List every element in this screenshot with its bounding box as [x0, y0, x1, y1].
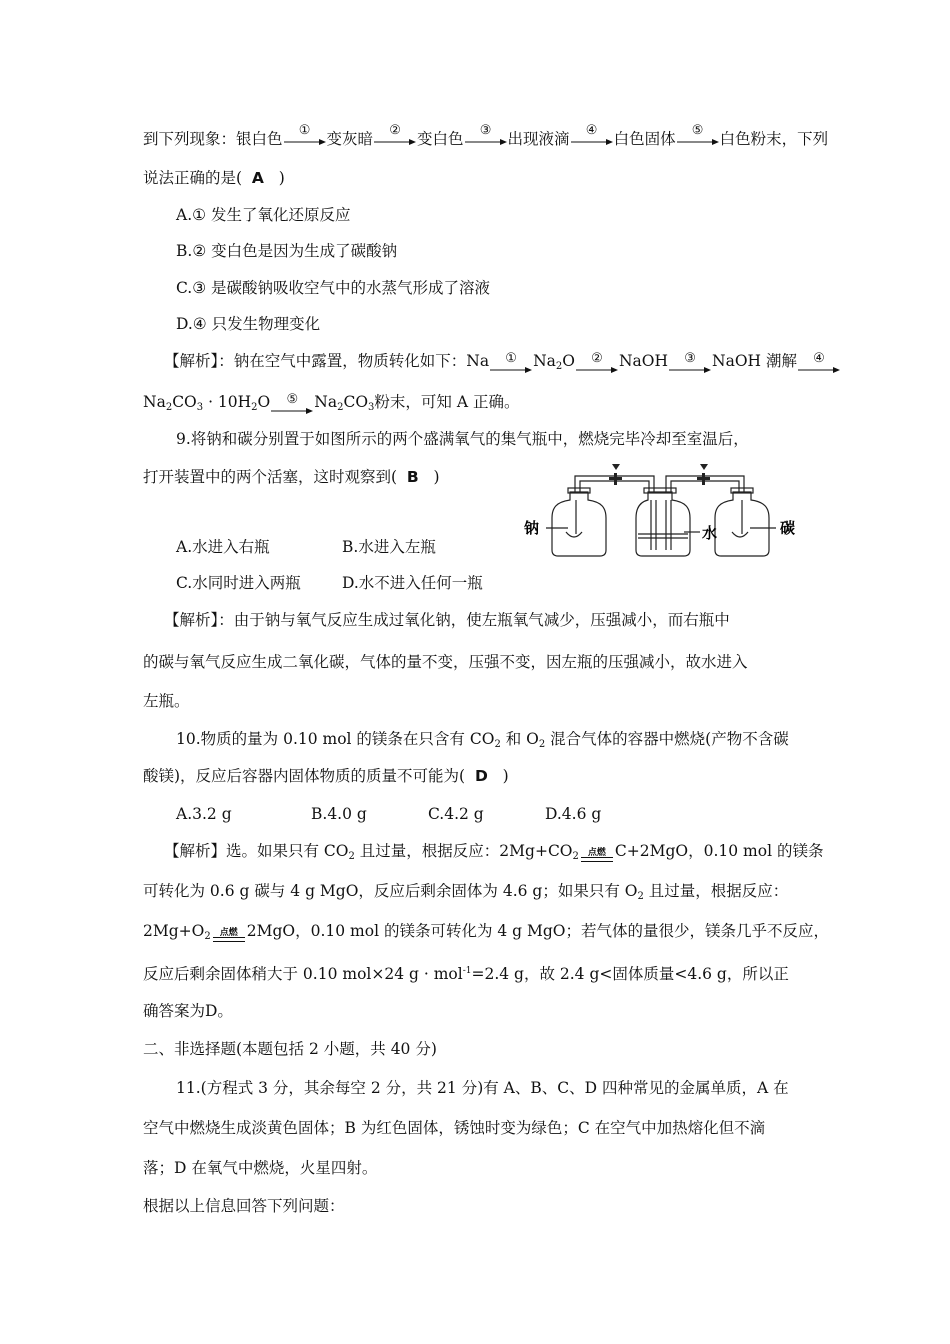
figure-label-water: 水 — [702, 524, 718, 542]
q9-stem-line1: 9.将钠和碳分别置于如图所示的两个盛满氧气的集气瓶中，燃烧完毕冷却至室温后， — [176, 430, 749, 448]
gas-bottle-apparatus-figure — [518, 462, 802, 562]
q8-analysis-line2 — [143, 391, 519, 419]
formula: · 10H — [203, 393, 252, 411]
q10-option-b: B.4.0 g — [311, 805, 367, 823]
q9-option-b: B.水进入左瓶 — [342, 538, 436, 556]
right-valve-handle-icon — [700, 464, 708, 470]
q10-stem-text: 和 O — [500, 730, 539, 748]
ignition-condition-sign — [211, 926, 247, 948]
q9-stem-close: ) — [433, 468, 440, 486]
formula: Na — [466, 352, 490, 370]
arrow-label: ① — [505, 351, 517, 366]
arrow-label: ④ — [813, 351, 825, 366]
formula: O — [257, 393, 271, 411]
reaction-arrow — [489, 351, 533, 378]
q8-step-text: 变灰暗 — [326, 130, 374, 148]
reaction-arrow — [797, 351, 841, 378]
arrow-label: ⑤ — [691, 123, 704, 138]
subscript: 2 — [572, 851, 579, 862]
q10-option-c: C.4.2 g — [428, 805, 484, 823]
right-stopcock-icon — [697, 477, 710, 480]
analysis-text: 2Mg+O — [143, 922, 205, 940]
right-combustion-spoon — [732, 532, 748, 537]
q10-stem-line1 — [176, 728, 789, 756]
figure-label-carbon: 碳 — [780, 519, 796, 537]
left-combustion-spoon — [566, 532, 582, 537]
formula: Na — [314, 393, 338, 411]
reaction-arrow — [464, 123, 508, 150]
analysis-text: 反应后剩余固体稍大于 0.10 mol×24 g · mol — [143, 965, 463, 983]
q8-option-a: A.① 发生了氧化还原反应 — [176, 206, 351, 224]
formula: Na — [143, 393, 166, 411]
subscript: 2 — [637, 891, 644, 902]
equals-bars — [213, 937, 245, 942]
q10-stem-text: 混合气体的容器中燃烧(产物不含碳 — [545, 730, 789, 748]
q9-analysis-line3: 左瓶。 — [143, 692, 190, 710]
reaction-arrow — [676, 123, 720, 150]
q8-answer: A — [251, 169, 264, 187]
superscript: -1 — [462, 966, 472, 976]
q10-analysis-line4 — [143, 960, 789, 985]
analysis-text: 可转化为 0.6 g 碳与 4 g MgO，反应后剩余固体为 4.6 g；如果只有 O — [143, 882, 638, 900]
q10-option-d: D.4.6 g — [545, 805, 602, 823]
q9-stem-line2 — [143, 466, 440, 488]
q9-option-a: A.水进入右瓶 — [176, 538, 270, 556]
formula: NaOH 潮解 — [712, 352, 797, 370]
reaction-arrow — [373, 123, 417, 150]
q11-stem-line1: 11.(方程式 3 分，其余每空 2 分，共 21 分)有 A、B、C、D 四种常见的金属单质，A 在 — [176, 1079, 789, 1097]
subscript: 2 — [251, 402, 258, 413]
analysis-text: C+2MgO，0.10 mol 的镁条 — [614, 842, 824, 860]
analysis-text: 且过量，根据反应：2Mg+CO — [354, 842, 573, 860]
q8-option-c: C.③ 是碳酸钠吸收空气中的水蒸气形成了溶液 — [176, 279, 491, 297]
subscript: 2 — [555, 361, 563, 372]
reaction-arrow — [668, 351, 712, 378]
figure-label-sodium: 钠 — [524, 519, 540, 537]
q8-analysis-line1 — [164, 350, 841, 378]
q9-option-d: D.水不进入任何一瓶 — [342, 574, 483, 592]
subscript: 3 — [196, 402, 204, 413]
left-stopcock-icon — [609, 477, 622, 480]
subscript: 3 — [368, 402, 375, 413]
reaction-arrow — [270, 392, 314, 419]
analysis-text: =2.4 g，故 2.4 g<固体质量<4.6 g，所以正 — [471, 965, 789, 983]
left-bottle — [552, 492, 606, 556]
q8-step-text: 出现液滴 — [507, 130, 570, 148]
arrow-label: ② — [389, 123, 401, 138]
q8-step-text: 白色固体 — [613, 130, 676, 148]
q8-step-text: 变白色 — [417, 130, 464, 148]
arrow-label: ② — [591, 351, 603, 366]
q9-analysis-line1: 【解析】：由于钠与氧气反应生成过氧化钠，使左瓶氧气减少，压强减小，而右瓶中 — [164, 611, 730, 629]
formula: NaOH — [618, 352, 669, 370]
analysis-text: 且过量，根据反应： — [643, 882, 789, 900]
q9-analysis-line2: 的碳与氧气反应生成二氧化碳，气体的量不变，压强不变，因左瓶的压强减小，故水进入 — [143, 653, 748, 671]
q10-analysis-line5: 确答案为D。 — [143, 1002, 233, 1020]
q9-answer: B — [406, 468, 419, 486]
middle-bottle — [636, 492, 690, 556]
q11-prompt: 根据以上信息回答下列问题： — [143, 1197, 345, 1215]
q10-stem-close: ) — [502, 767, 509, 785]
subscript: 2 — [494, 739, 501, 750]
analysis-text: 粉末，可知 A 正确。 — [374, 393, 520, 411]
q11-stem-line2: 空气中燃烧生成淡黄色固体；B 为红色固体，锈蚀时变为绿色；C 在空气中加热熔化但不滴 — [143, 1119, 766, 1137]
middle-tube-right — [666, 500, 671, 550]
q10-stem-text: 10.物质的量为 0.10 mol 的镁条在只含有 CO — [176, 730, 495, 748]
ignition-condition-sign — [579, 846, 615, 868]
formula: Na — [533, 352, 556, 370]
q9-stem-text: 打开装置中的两个活塞，这时观察到( — [143, 468, 398, 486]
arrow-label: ③ — [684, 351, 696, 366]
q10-analysis-line3 — [143, 920, 829, 948]
equals-bars — [581, 857, 613, 862]
subscript: 2 — [538, 739, 546, 750]
q9-option-c: C.水同时进入两瓶 — [176, 574, 301, 592]
analysis-label: 【解析】：钠在空气中露置，物质转化如下： — [164, 352, 467, 370]
formula: O — [562, 352, 575, 370]
q10-stem-text: 酸镁)，反应后容器内固体物质的质量不可能为( — [143, 767, 466, 785]
q8-stem-line2 — [143, 167, 285, 189]
water-level — [638, 534, 688, 538]
q8-stem-text: 说法正确的是( — [143, 169, 243, 187]
arrow-label: ① — [298, 123, 311, 138]
q8-stem-close: ) — [278, 169, 285, 187]
q10-answer: D — [474, 767, 488, 785]
q10-analysis-line1 — [164, 840, 823, 868]
formula: CO — [343, 393, 369, 411]
q10-analysis-line2 — [143, 880, 788, 908]
subscript: 2 — [165, 402, 173, 413]
condition-label: 点燃 — [587, 848, 606, 858]
arrow-label: ③ — [479, 123, 492, 138]
reaction-arrow — [570, 123, 614, 150]
subscript: 2 — [348, 851, 355, 862]
q11-stem-line3: 落；D 在氧气中燃烧，火星四射。 — [143, 1159, 378, 1177]
arrow-label: ⑤ — [286, 392, 299, 407]
q8-step-text: 白色粉末，下列 — [719, 130, 829, 148]
condition-label: 点燃 — [219, 928, 238, 938]
arrow-label: ④ — [585, 123, 598, 138]
q8-intro-prefix: 到下列现象：银白色 — [143, 130, 283, 148]
q8-intro-line — [143, 123, 829, 150]
analysis-text: 2MgO，0.10 mol 的镁条可转化为 4 g MgO；若气体的量很少，镁条几乎不反应， — [246, 922, 830, 940]
q10-stem-line2 — [143, 765, 509, 787]
reaction-arrow — [283, 123, 327, 150]
q10-option-a: A.3.2 g — [176, 805, 232, 823]
analysis-text: 【解析】选。如果只有 CO — [164, 842, 349, 860]
q8-option-b: B.② 变白色是因为生成了碳酸钠 — [176, 242, 398, 260]
left-valve-handle-icon — [612, 464, 620, 470]
q8-option-d: D.④ 只发生物理变化 — [176, 315, 321, 333]
section-heading: 二、非选择题(本题包括 2 小题，共 40 分) — [143, 1040, 437, 1058]
middle-tube-left — [651, 500, 656, 550]
subscript: 2 — [204, 931, 211, 942]
reaction-arrow — [575, 351, 619, 378]
formula: CO — [172, 393, 197, 411]
subscript: 2 — [337, 402, 344, 413]
